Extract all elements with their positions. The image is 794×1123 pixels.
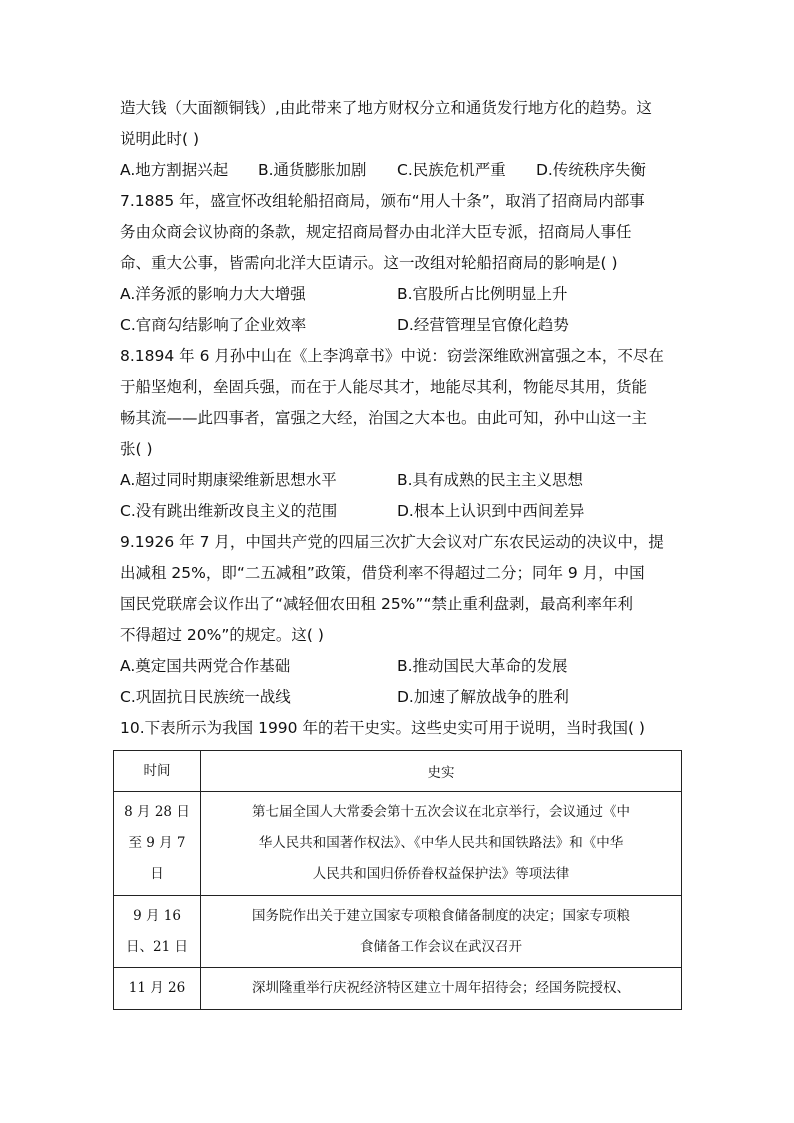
q9-text-line-2: 出减租 25%，即“二五减租”政策，借贷利率不得超过二分；同年 9 月，中国 — [120, 564, 645, 582]
table-row — [114, 896, 682, 968]
q7-text-line-2: 务由众商会议协商的条款，规定招商局督办由北洋大臣专派，招商局人事任 — [120, 223, 632, 241]
table-cell-time — [114, 968, 201, 1010]
q7-text-line-1: 7.1885 年，盛宣怀改组轮船招商局，颁布“用人十条”，取消了招商局内部事 — [120, 192, 645, 210]
q6-text-line-1: 造大钱（大面额铜钱）,由此带来了地方财权分立和通货发行地方化的趋势。这 — [120, 99, 652, 117]
cell-line: 9 月 16 — [133, 907, 181, 924]
table-row — [114, 792, 682, 896]
table-cell-time — [114, 896, 201, 968]
history-facts-table — [113, 750, 682, 1010]
table-cell-time — [114, 792, 201, 896]
table-cell-fact — [201, 968, 682, 1010]
table-cell-fact — [201, 896, 682, 968]
table-header-time: 时间 — [114, 751, 201, 792]
q8-option-c[interactable]: C.没有跳出维新改良主义的范围 — [120, 502, 338, 520]
cell-line: 第七届全国人大常委会第十五次会议在北京举行，会议通过《中 — [252, 804, 630, 820]
q6-text-line-2: 说明此时( ) — [120, 130, 200, 148]
cell-line: 11 月 26 — [128, 980, 186, 996]
cell-line: 人民共和国归侨侨眷权益保护法》等项法律 — [312, 866, 570, 882]
q9-option-b[interactable]: B.推动国民大革命的发展 — [397, 657, 568, 675]
q8-option-d[interactable]: D.根本上认识到中西间差异 — [397, 502, 585, 520]
q7-option-a[interactable]: A.洋务派的影响力大大增强 — [120, 285, 306, 303]
q9-text-line-4: 不得超过 20%”的规定。这( ) — [120, 626, 324, 644]
cell-line: 华人民共和国著作权法》、《中华人民共和国铁路法》和《中华 — [258, 835, 624, 851]
q8-option-b[interactable]: B.具有成熟的民主主义思想 — [397, 471, 584, 489]
cell-line: 日 — [150, 866, 164, 882]
q9-option-d[interactable]: D.加速了解放战争的胜利 — [397, 688, 569, 706]
cell-line: 国务院作出关于建立国家专项粮食储备制度的决定；国家专项粮 — [252, 907, 630, 924]
q6-option-b[interactable]: B.通货膨胀加剧 — [258, 161, 367, 179]
q8-text-line-3: 畅其流——此四事者，富强之大经，治国之大本也。由此可知，孙中山这一主 — [120, 409, 648, 427]
q7-option-b[interactable]: B.官股所占比例明显上升 — [397, 285, 568, 303]
q7-text-line-3: 命、重大公事，皆需向北洋大臣请示。这一改组对轮船招商局的影响是( ) — [120, 254, 618, 272]
q9-text-line-1: 9.1926 年 7 月，中国共产党的四届三次扩大会议对广东农民运动的决议中，提 — [120, 533, 664, 551]
q10-text-line-1: 10.下表所示为我国 1990 年的若干史实。这些史实可用于说明，当时我国( ) — [120, 719, 645, 737]
cell-line: 日、21 日 — [126, 938, 188, 955]
q6-option-d[interactable]: D.传统秩序失衡 — [536, 161, 646, 179]
q8-text-line-1: 8.1894 年 6 月孙中山在《上李鸿章书》中说：窃尝深维欧洲富强之本，不尽在 — [120, 347, 664, 365]
q8-text-line-2: 于船坚炮利，垒固兵强，而在于人能尽其才，地能尽其利，物能尽其用，货能 — [120, 378, 648, 396]
q6-option-a[interactable]: A.地方割据兴起 — [120, 161, 229, 179]
q9-option-c[interactable]: C.巩固抗日民族统一战线 — [120, 688, 291, 706]
table-header-fact: 史实 — [201, 751, 682, 792]
cell-line: 深圳隆重举行庆祝经济特区建立十周年招待会；经国务院授权、 — [252, 980, 630, 996]
q8-option-a[interactable]: A.超过同时期康梁维新思想水平 — [120, 471, 337, 489]
table-header-row — [114, 751, 682, 792]
q8-text-line-4: 张( ) — [120, 440, 153, 458]
q7-option-d[interactable]: D.经营管理呈官僚化趋势 — [397, 316, 569, 334]
q9-option-a[interactable]: A.奠定国共两党合作基础 — [120, 657, 291, 675]
table-row — [114, 968, 682, 1010]
q7-option-c[interactable]: C.官商勾结影响了企业效率 — [120, 316, 307, 334]
cell-line: 食储备工作会议在武汉召开 — [360, 938, 522, 955]
q9-text-line-3: 国民党联席会议作出了“减轻佃农田租 25%”“禁止重利盘剥，最高利率年利 — [120, 595, 633, 613]
cell-line: 至 9 月 7 — [128, 835, 186, 851]
cell-line: 8 月 28 日 — [124, 804, 190, 820]
table-cell-fact — [201, 792, 682, 896]
q6-option-c[interactable]: C.民族危机严重 — [397, 161, 506, 179]
